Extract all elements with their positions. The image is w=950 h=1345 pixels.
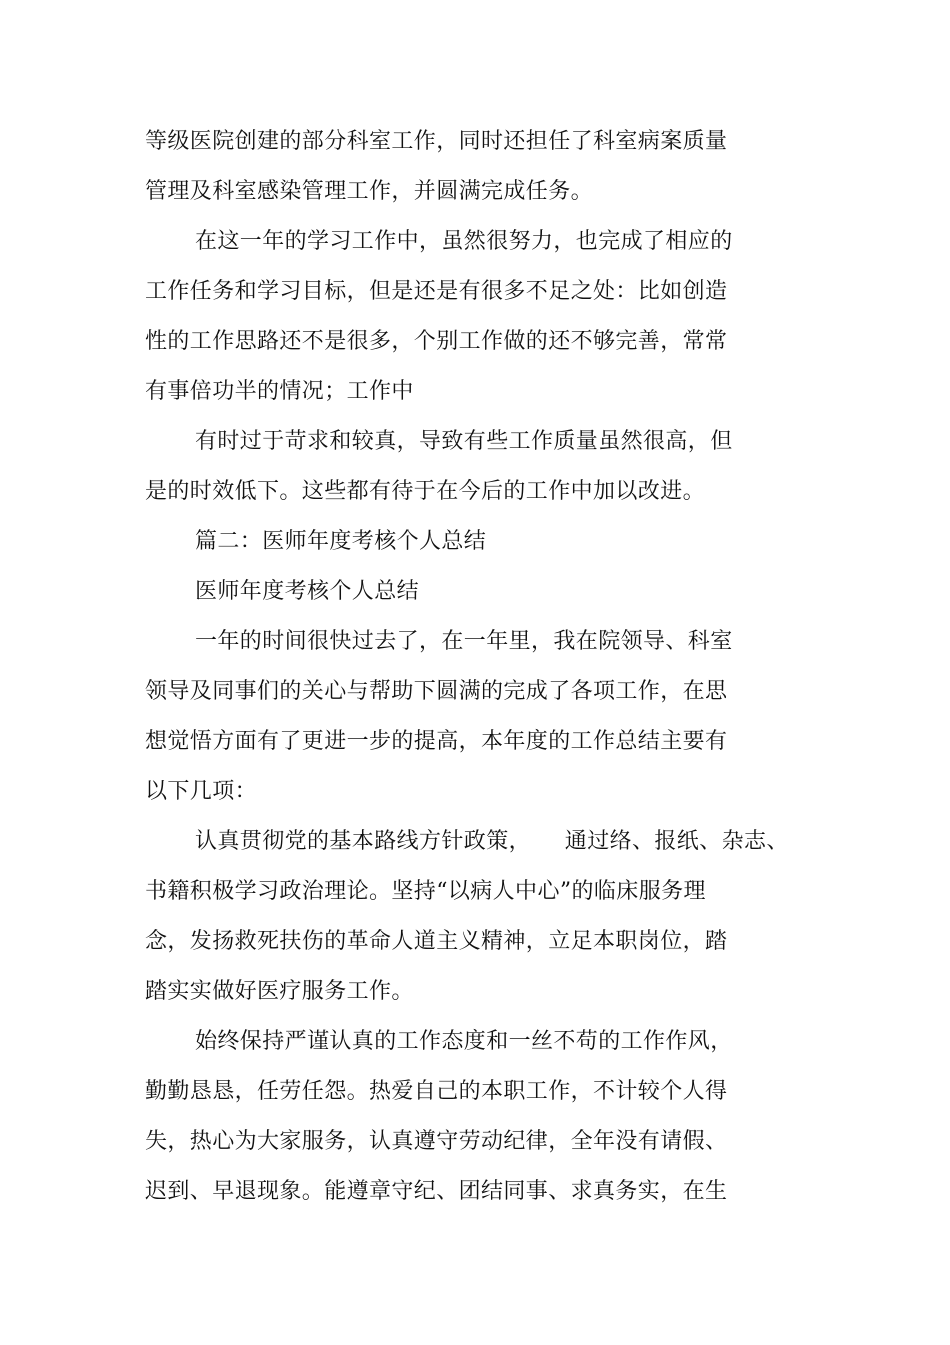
text-line: 以下几项：	[145, 779, 258, 804]
text-line: 是的时效低下。这些都有待于在今后的工作中加以改进。	[145, 479, 706, 504]
paragraph-first-line: 一年的时间很快过去了，在一年里，我在院领导、科室	[195, 629, 733, 654]
text-line: 工作任务和学习目标，但是还是有很多不足之处：比如创造	[145, 279, 728, 304]
text-line: 勤勤恳恳，任劳任怨。热爱自己的本职工作，不计较个人得	[145, 1079, 728, 1104]
paragraph-first-line: 有时过于苛求和较真，导致有些工作质量虽然很高，但	[195, 429, 733, 454]
text-line: 失，热心为大家服务，认真遵守劳动纪律，全年没有请假、	[145, 1129, 728, 1154]
paragraph-first-line: 始终保持严谨认真的工作态度和一丝不苟的工作作风，	[195, 1029, 733, 1054]
text-line: 念，发扬救死扶伤的革命人道主义精神，立足本职岗位，踏	[145, 929, 728, 954]
paragraph-first-line: 认真贯彻党的基本路线方针政策， 通过络、报纸、杂志、	[195, 829, 789, 854]
text-line: 书籍积极学习政治理论。坚持“以病人中心”的临床服务理	[145, 879, 706, 904]
text-line: 性的工作思路还不是很多，个别工作做的还不够完善，常常	[145, 329, 728, 354]
paragraph-first-line: 在这一年的学习工作中，虽然很努力，也完成了相应的	[195, 229, 733, 254]
text-line: 有事倍功半的情况；工作中	[145, 379, 414, 404]
text-line: 踏实实做好医疗服务工作。	[145, 979, 414, 1004]
document-title: 医师年度考核个人总结	[195, 579, 420, 604]
text-line: 想觉悟方面有了更进一步的提高，本年度的工作总结主要有	[145, 729, 728, 754]
text-line: 等级医院创建的部分科室工作，同时还担任了科室病案质量	[145, 129, 728, 154]
text-line: 管理及科室感染管理工作，并圆满完成任务。	[145, 179, 594, 204]
text-line: 领导及同事们的关心与帮助下圆满的完成了各项工作，在思	[145, 679, 728, 704]
text-line: 迟到、早退现象。能遵章守纪、团结同事、求真务实，在生	[145, 1179, 728, 1204]
section-heading: 篇二：医师年度考核个人总结	[195, 529, 487, 554]
